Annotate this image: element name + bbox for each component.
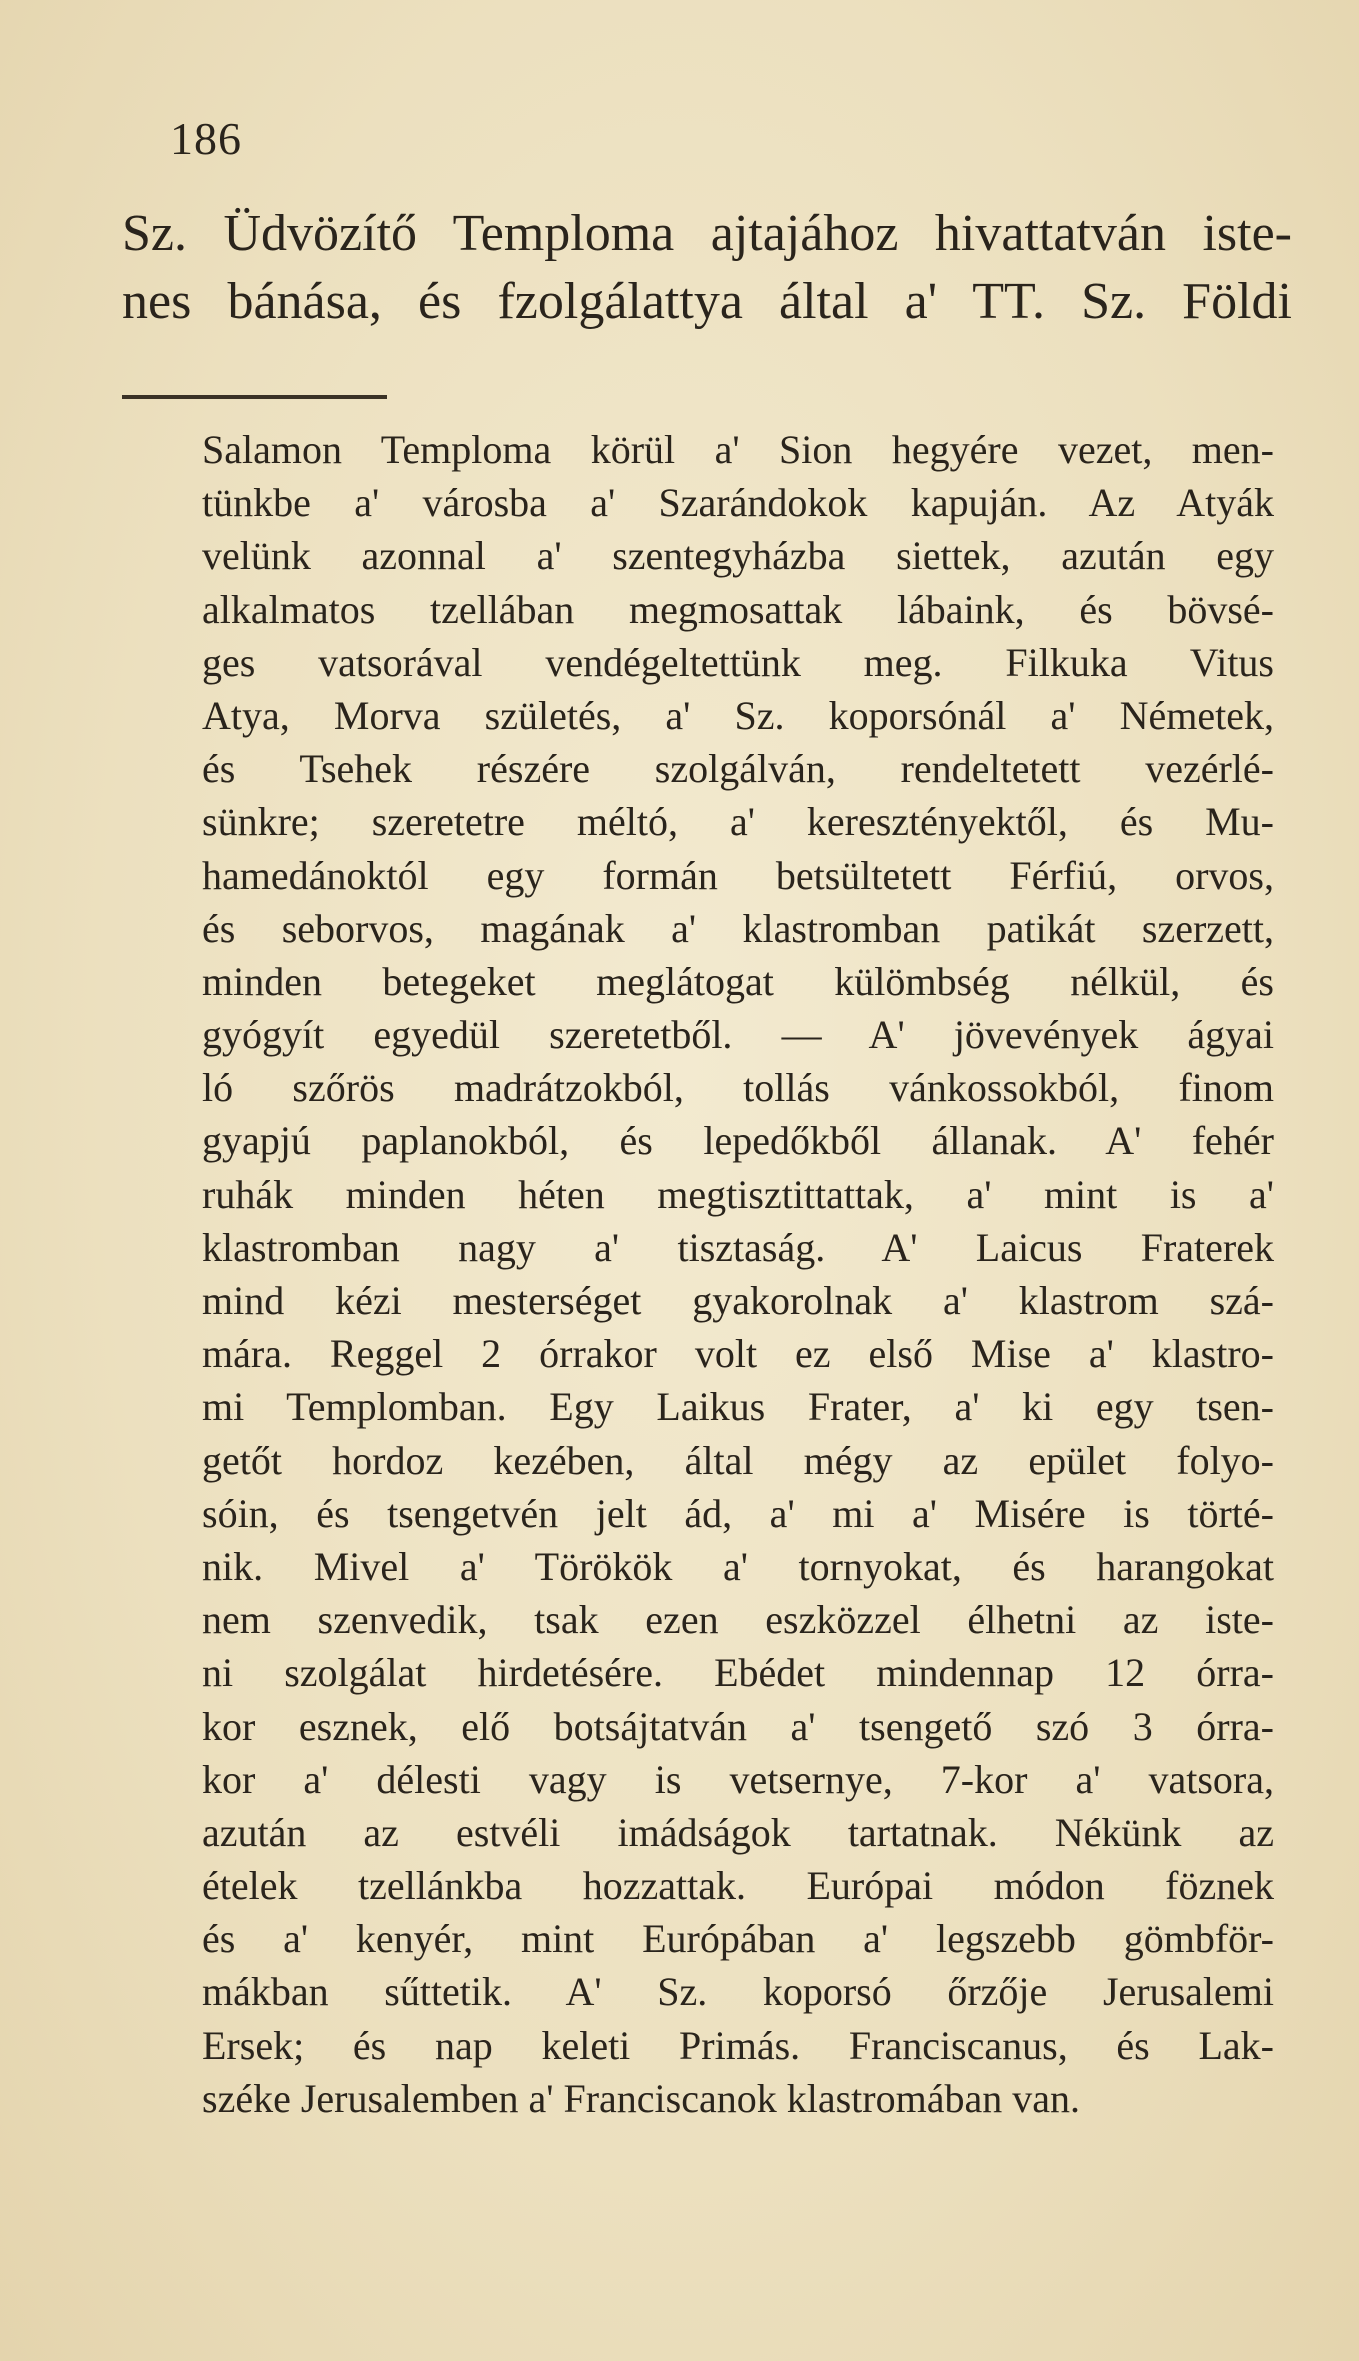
footnote-line: és Tsehek részére szolgálván, rendeltetett vezérlé- — [202, 746, 1274, 792]
footnote-line: sóin, és tsengetvén jelt ád, a' mi a' Misére is törté- — [202, 1490, 1274, 1536]
main-text-line: Sz. Üdvözítő Temploma ajtajához hivattatván iste- — [122, 205, 1292, 262]
footnote-line: gyapjú paplanokból, és lepedőkből állanak. A' fehér — [202, 1118, 1274, 1164]
footnote-line: ni szolgálat hirdetésére. Ebédet mindennap 12 órra- — [202, 1650, 1274, 1696]
footnote-line: mi Templomban. Egy Laikus Frater, a' ki egy tsen- — [202, 1384, 1274, 1430]
footnote-line: mákban sűttetik. A' Sz. koporsó őrzője Jerusalemi — [202, 1969, 1274, 2015]
footnote-line: ruhák minden héten megtisztittattak, a' mint is a' — [202, 1171, 1274, 1217]
footnote-line: és seborvos, magának a' klastromban patikát szerzett, — [202, 905, 1274, 951]
footnote-line: Salamon Temploma körül a' Sion hegyére vezet, men- — [202, 427, 1274, 472]
footnote-line: széke Jerusalemben a' Franciscanok klastromában van. — [202, 2075, 1080, 2121]
footnote-line: minden betegeket meglátogat külömbség nélkül, és — [202, 958, 1274, 1004]
footnote-line: nem szenvedik, tsak ezen eszközzel élhetni az iste- — [202, 1597, 1274, 1643]
footnote-line: gyógyít egyedül szeretetből. — A' jövevények ágyai — [202, 1012, 1274, 1058]
footnote-line: nik. Mivel a' Törökök a' tornyokat, és harangokat — [202, 1543, 1274, 1589]
footnote-line: ló szőrös madrátzokból, tollás vánkossokból, finom — [202, 1065, 1274, 1111]
footnote-line: sünkre; szeretetre méltó, a' keresztényektől, és Mu- — [202, 799, 1274, 845]
footnote-line: ges vatsorával vendégeltettünk meg. Filkuka Vitus — [202, 639, 1274, 685]
footnote-line: ételek tzellánkba hozzattak. Európai módon föznek — [202, 1863, 1274, 1909]
footnote-line: klastromban nagy a' tisztaság. A' Laicus Fraterek — [202, 1224, 1274, 1270]
footnote-line: azután az estvéli imádságok tartatnak. Nékünk az — [202, 1809, 1274, 1855]
footnote-line: alkalmatos tzellában megmosattak lábaink, és bövsé- — [202, 586, 1274, 632]
footnote-line: Atya, Morva születés, a' Sz. koporsónál a' Németek, — [202, 692, 1274, 738]
footnote-line: velünk azonnal a' szentegyházba siettek, azután egy — [202, 533, 1274, 579]
footnote-line: Ersek; és nap keleti Primás. Franciscanus, és Lak- — [202, 2022, 1274, 2068]
footnote-line: és a' kenyér, mint Európában a' legszebb gömbför- — [202, 1916, 1274, 1962]
footnote-line: mind kézi mesterséget gyakorolnak a' klastrom szá- — [202, 1278, 1274, 1323]
page-number: 186 — [170, 113, 242, 164]
footnote-line: tünkbe a' városba a' Szarándokok kapuján. Az Atyák — [202, 480, 1274, 526]
footnote-separator — [122, 395, 387, 399]
footnote-line: kor a' délesti vagy is vetsernye, 7-kor a' vatsora, — [202, 1756, 1274, 1802]
footnote-line: getőt hordoz kezében, által mégy az epület folyo- — [202, 1437, 1274, 1483]
footnote-line: kor esznek, elő botsájtatván a' tsengető szó 3 órra- — [202, 1703, 1274, 1749]
main-text — [122, 200, 1292, 336]
main-text-line: nes bánása, és fzolgálattya által a' TT. Sz. Földi — [122, 273, 1292, 330]
footnote — [202, 423, 1274, 2125]
footnote-line: hamedánoktól egy formán betsültetett Férfiú, orvos, — [202, 852, 1274, 898]
footnote-line: mára. Reggel 2 órrakor volt ez első Mise a' klastro- — [202, 1331, 1274, 1377]
